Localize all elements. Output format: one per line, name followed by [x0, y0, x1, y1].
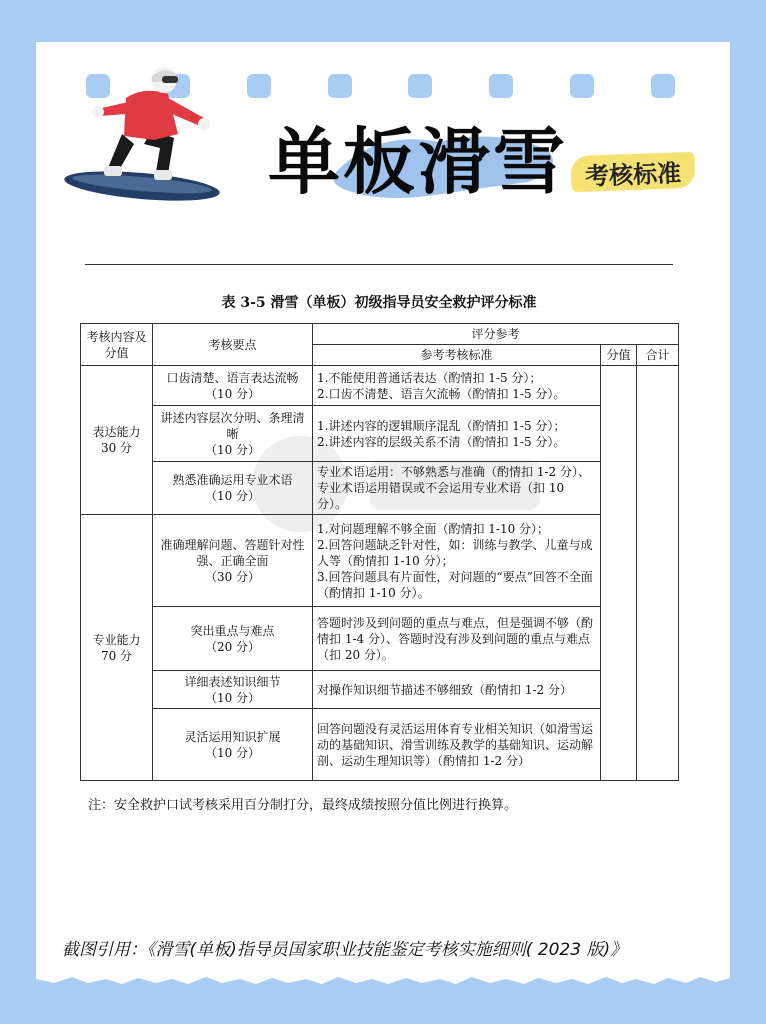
point-score: （10 分） [204, 745, 261, 760]
table-note: 注：安全救护口试考核采用百分制打分，最终成绩按照分值比例进行换算。 [88, 798, 518, 813]
point-score: （10 分） [204, 489, 261, 503]
criteria-cell: 答题时涉及到问题的重点与难点，但是强调不够（酌情扣 1-4 分）、答题时没有涉及到问题的重点与难点（扣 20 分）。 [313, 607, 601, 671]
binder-hole-icon [408, 74, 432, 98]
table-row [81, 462, 679, 515]
category-name: 专业能力 [92, 632, 141, 647]
point-name: 详细表述知识细节 [184, 674, 281, 689]
binder-hole-icon [328, 74, 352, 98]
torn-paper-edge [36, 968, 730, 990]
citation-footer: 截图引用：《滑雪(单板)指导员国家职业技能鉴定考核实施细则( 2023 版)》 [62, 940, 628, 960]
snowboarder-illustration [64, 58, 224, 208]
point-name: 准确理解问题、答题针对性强、正确全面 [160, 537, 305, 568]
criteria-cell: 专业术语运用：不够熟悉与准确（酌情扣 1-2 分）、专业术语运用错误或不会运用专业术语（扣 10 分）。 [313, 462, 601, 515]
category-score: 30 分 [100, 441, 133, 455]
point-cell [153, 607, 313, 671]
table-row [81, 366, 679, 406]
category-name: 表达能力 [92, 425, 141, 439]
header-criteria: 参考考核标准 [313, 345, 601, 366]
score-cell [601, 366, 637, 781]
category-cell [81, 366, 153, 515]
binder-hole-icon [489, 74, 513, 98]
point-cell [153, 366, 313, 406]
header-score: 分值 [601, 345, 637, 366]
binder-hole-icon [651, 74, 675, 98]
criteria-cell: 1.讲述内容的逻辑顺序混乱（酌情扣 1-5 分）； 2.讲述内容的层级关系不清（酌情扣 1-5 分）。 [313, 406, 601, 462]
point-cell [153, 406, 313, 462]
point-score: （10 分） [204, 442, 261, 457]
header-content: 考核内容及分值 [81, 324, 153, 366]
table-row [81, 406, 679, 462]
point-cell [153, 671, 313, 709]
category-cell [81, 515, 153, 781]
binder-hole-icon [570, 74, 594, 98]
category-score: 70 分 [100, 648, 133, 663]
point-cell [153, 462, 313, 515]
point-cell [153, 515, 313, 607]
point-score: （20 分） [204, 639, 261, 654]
header-points: 考核要点 [153, 324, 313, 366]
point-name: 灵活运用知识扩展 [184, 729, 281, 744]
point-name: 熟悉准确运用专业术语 [172, 473, 293, 487]
table-row [81, 709, 679, 781]
table-caption: 表 3-5 滑雪（单板）初级指导员安全救护评分标准 [221, 295, 537, 311]
table-row [81, 607, 679, 671]
header-reference: 评分参考 [313, 324, 679, 345]
point-score: （30 分） [204, 569, 261, 584]
point-name: 口齿清楚、语言表达流畅 [166, 370, 299, 385]
table-row [81, 515, 679, 607]
page-title: 单板滑雪 [268, 120, 569, 204]
scoring-table [80, 323, 679, 781]
tag-badge: 考核标准 [570, 152, 695, 192]
point-score: （10 分） [204, 690, 261, 705]
criteria-cell: 1.不能使用普通话表达（酌情扣 1-5 分）； 2.口齿不清楚、语言欠流畅（酌情扣 1-5 分）。 [313, 366, 601, 406]
criteria-cell: 1.对问题理解不够全面（酌情扣 1-10 分）； 2.回答问题缺乏针对性，如：训练与教学、儿童与成人等（酌情扣 1-10 分）； 3.回答问题具有片面性，对问题的“要点”回答不全面（酌情扣 1-10 分）。 [313, 515, 601, 607]
divider [85, 264, 673, 265]
table-header-row [81, 324, 679, 345]
header-total: 合计 [637, 345, 679, 366]
point-cell [153, 709, 313, 781]
point-score: （10 分） [204, 386, 261, 401]
criteria-cell: 对操作知识细节描述不够细致（酌情扣 1-2 分） [313, 671, 601, 709]
binder-hole-icon [247, 74, 271, 98]
criteria-cell: 回答问题没有灵活运用体育专业相关知识（如滑雪运动的基础知识、滑雪训练及教学的基础知识、运动解剖、运动生理知识等）（酌情扣 1-2 分） [313, 709, 601, 781]
point-name: 突出重点与难点 [190, 623, 275, 638]
table-row [81, 671, 679, 709]
point-name: 讲述内容层次分明、条理清晰 [160, 410, 305, 441]
total-cell [637, 366, 679, 781]
